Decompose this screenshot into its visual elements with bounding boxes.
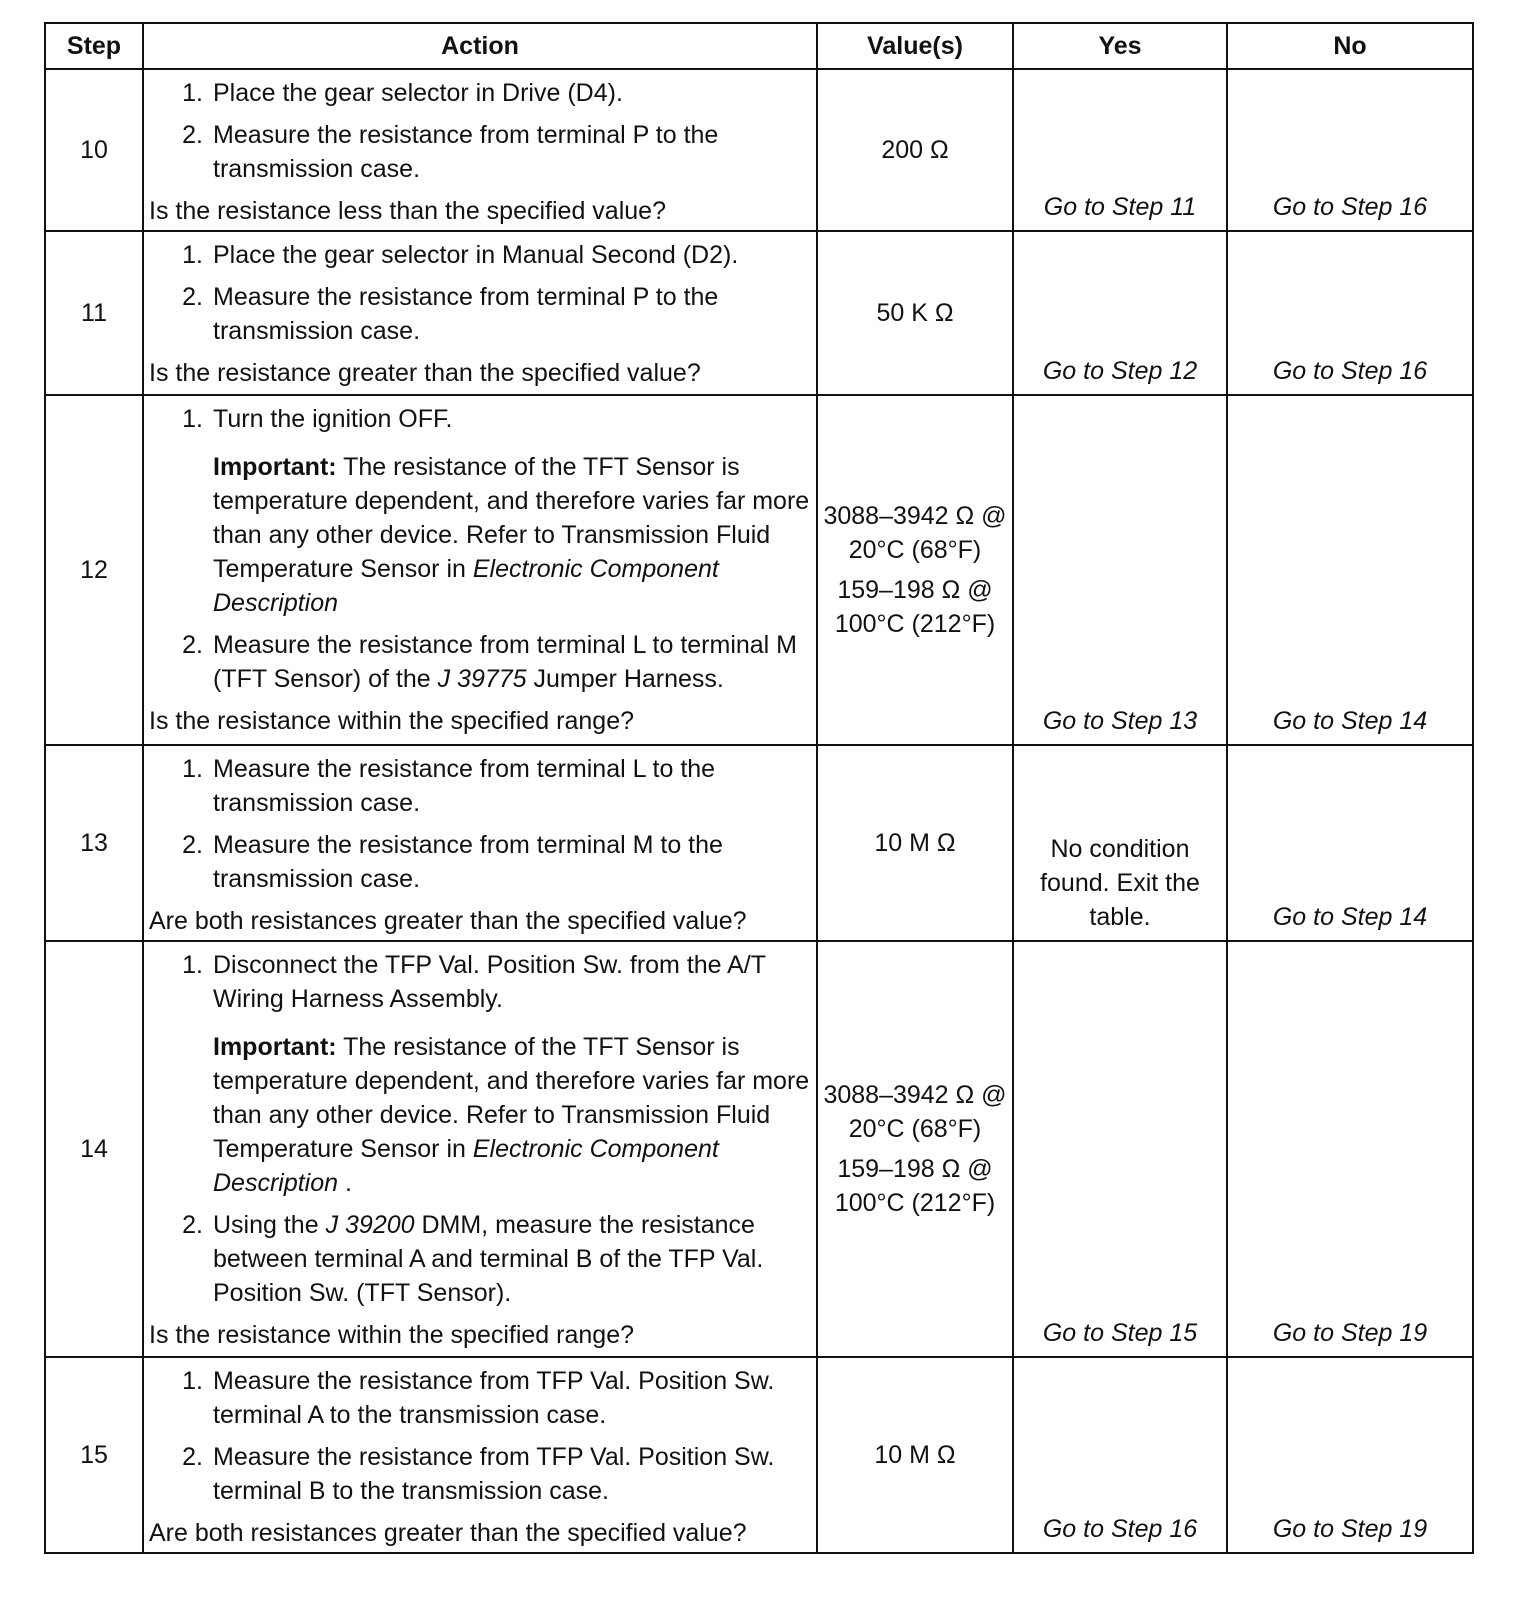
action-cell	[143, 69, 817, 231]
item-text-pre: Measure the resistance from terminal L to terminal M (TFT Sensor) of the	[213, 631, 798, 693]
action-item	[149, 752, 810, 820]
item-text: Measure the resistance from terminal P to the transmission case.	[213, 121, 719, 183]
item-number: 2.	[182, 631, 203, 659]
step-number: 13	[45, 745, 143, 941]
header-step: Step	[45, 23, 143, 69]
no-cell	[1227, 941, 1473, 1357]
action-item	[149, 828, 810, 896]
item-number: 2.	[182, 283, 203, 311]
header-row	[45, 23, 1473, 69]
item-text-post: Jumper Harness.	[526, 665, 724, 693]
yes-text: Go to Step 13	[1042, 707, 1198, 735]
important-label: Important:	[213, 453, 337, 481]
action-item	[149, 1364, 810, 1432]
no-text: Go to Step 19	[1272, 1319, 1428, 1347]
item-text: Measure the resistance from terminal L to the transmission case.	[213, 755, 716, 817]
item-text: Measure the resistance from TFP Val. Position Sw. terminal B to the transmission case.	[213, 1443, 775, 1505]
value-cell: 50 K Ω	[817, 231, 1013, 395]
item-number: 1.	[182, 241, 203, 269]
item-number: 2.	[182, 1211, 203, 1239]
yes-cell	[1013, 1357, 1227, 1553]
action-question: Is the resistance greater than the specified value?	[149, 359, 701, 387]
action-question: Is the resistance less than the specified value?	[149, 197, 666, 225]
value-line: 20°C (68°F)	[848, 536, 982, 564]
no-text: Go to Step 16	[1272, 193, 1428, 221]
yes-cell	[1013, 941, 1227, 1357]
value-line: 3088–3942 Ω @	[823, 1081, 1007, 1109]
value-line: 20°C (68°F)	[848, 1115, 982, 1143]
header-no: No	[1227, 23, 1473, 69]
table-row	[45, 395, 1473, 745]
item-number: 1.	[182, 1367, 203, 1395]
value-line: 159–198 Ω @	[837, 1155, 993, 1183]
value-line: 100°C (212°F)	[834, 610, 996, 638]
no-cell	[1227, 395, 1473, 745]
item-number: 2.	[182, 121, 203, 149]
no-cell	[1227, 745, 1473, 941]
yes-text: Go to Step 11	[1043, 193, 1197, 221]
value-cell	[817, 941, 1013, 1357]
important-note	[213, 1030, 810, 1200]
item-text-pre: Using the	[213, 1211, 326, 1239]
value-cell: 10 M Ω	[817, 1357, 1013, 1553]
yes-text: No condition found. Exit the table.	[1040, 835, 1200, 931]
item-text: Place the gear selector in Drive (D4).	[213, 79, 623, 107]
yes-cell	[1013, 69, 1227, 231]
item-number: 1.	[182, 755, 203, 783]
action-cell	[143, 231, 817, 395]
item-text: Turn the ignition OFF.	[213, 405, 453, 433]
no-text: Go to Step 14	[1272, 903, 1428, 931]
document-reference: Electronic Component Description	[213, 1135, 719, 1197]
yes-cell	[1013, 231, 1227, 395]
step-number: 14	[45, 941, 143, 1357]
action-item	[149, 238, 810, 272]
header-yes: Yes	[1013, 23, 1227, 69]
action-item	[149, 118, 810, 186]
action-cell	[143, 1357, 817, 1553]
header-values: Value(s)	[817, 23, 1013, 69]
item-text: Measure the resistance from TFP Val. Position Sw. terminal A to the transmission case.	[213, 1367, 775, 1429]
step-number: 15	[45, 1357, 143, 1553]
important-text: The resistance of the TFT Sensor is temperature dependent, and therefore varies far more than any other device. Refer to Transmission Fluid Temperature Sensor in	[213, 1033, 810, 1163]
item-number: 1.	[182, 79, 203, 107]
table-row	[45, 231, 1473, 395]
action-cell	[143, 395, 817, 745]
action-item	[149, 76, 810, 110]
item-number: 2.	[182, 1443, 203, 1471]
document-reference: Electronic Component Description	[213, 555, 719, 617]
important-note	[213, 450, 810, 620]
value-line: 159–198 Ω @	[837, 576, 993, 604]
action-item	[149, 948, 810, 1016]
item-text: Measure the resistance from terminal P to the transmission case.	[213, 283, 719, 345]
important-text: The resistance of the TFT Sensor is temperature dependent, and therefore varies far more than any other device. Refer to Transmission Fluid Temperature Sensor in	[213, 453, 810, 583]
item-text: Disconnect the TFP Val. Position Sw. from the A/T Wiring Harness Assembly.	[213, 951, 766, 1013]
yes-text: Go to Step 12	[1042, 357, 1198, 385]
action-item	[149, 1208, 810, 1310]
value-line: 3088–3942 Ω @	[823, 502, 1007, 530]
value-cell	[817, 395, 1013, 745]
step-number: 12	[45, 395, 143, 745]
step-number: 10	[45, 69, 143, 231]
step-number: 11	[45, 231, 143, 395]
item-number: 2.	[182, 831, 203, 859]
tool-reference: J 39200	[325, 1211, 415, 1239]
item-text: Place the gear selector in Manual Second (D2).	[213, 241, 739, 269]
yes-text: Go to Step 16	[1042, 1515, 1198, 1543]
no-text: Go to Step 19	[1272, 1515, 1428, 1543]
item-text-post: DMM, measure the resistance between terminal A and terminal B of the TFP Val. Position Sw. (TFT Sensor).	[213, 1211, 764, 1307]
important-tail: .	[338, 1169, 352, 1197]
table-row	[45, 1357, 1473, 1553]
item-text	[213, 1208, 810, 1310]
value-line: 100°C (212°F)	[834, 1189, 996, 1217]
action-question: Is the resistance within the specified range?	[149, 707, 634, 735]
table-row	[45, 745, 1473, 941]
action-cell	[143, 941, 817, 1357]
no-cell	[1227, 231, 1473, 395]
action-question: Is the resistance within the specified range?	[149, 1321, 634, 1349]
action-item	[149, 628, 810, 696]
no-text: Go to Step 16	[1272, 357, 1428, 385]
no-cell	[1227, 1357, 1473, 1553]
important-label: Important:	[213, 1033, 337, 1061]
item-text	[213, 628, 810, 696]
action-cell	[143, 745, 817, 941]
yes-text: Go to Step 15	[1042, 1319, 1198, 1347]
action-item	[149, 1440, 810, 1508]
header-action: Action	[143, 23, 817, 69]
tool-reference: J 39775	[437, 665, 527, 693]
no-text: Go to Step 14	[1272, 707, 1428, 735]
action-question: Are both resistances greater than the specified value?	[149, 1519, 747, 1547]
value-cell: 200 Ω	[817, 69, 1013, 231]
table-row	[45, 69, 1473, 231]
action-question: Are both resistances greater than the specified value?	[149, 907, 747, 935]
yes-cell	[1013, 745, 1227, 941]
action-item	[149, 402, 810, 436]
item-text: Measure the resistance from terminal M to the transmission case.	[213, 831, 723, 893]
table-row	[45, 941, 1473, 1357]
action-item	[149, 280, 810, 348]
yes-cell	[1013, 395, 1227, 745]
item-number: 1.	[182, 405, 203, 433]
diagnostic-table	[44, 22, 1474, 1554]
value-cell: 10 M Ω	[817, 745, 1013, 941]
no-cell	[1227, 69, 1473, 231]
item-number: 1.	[182, 951, 203, 979]
